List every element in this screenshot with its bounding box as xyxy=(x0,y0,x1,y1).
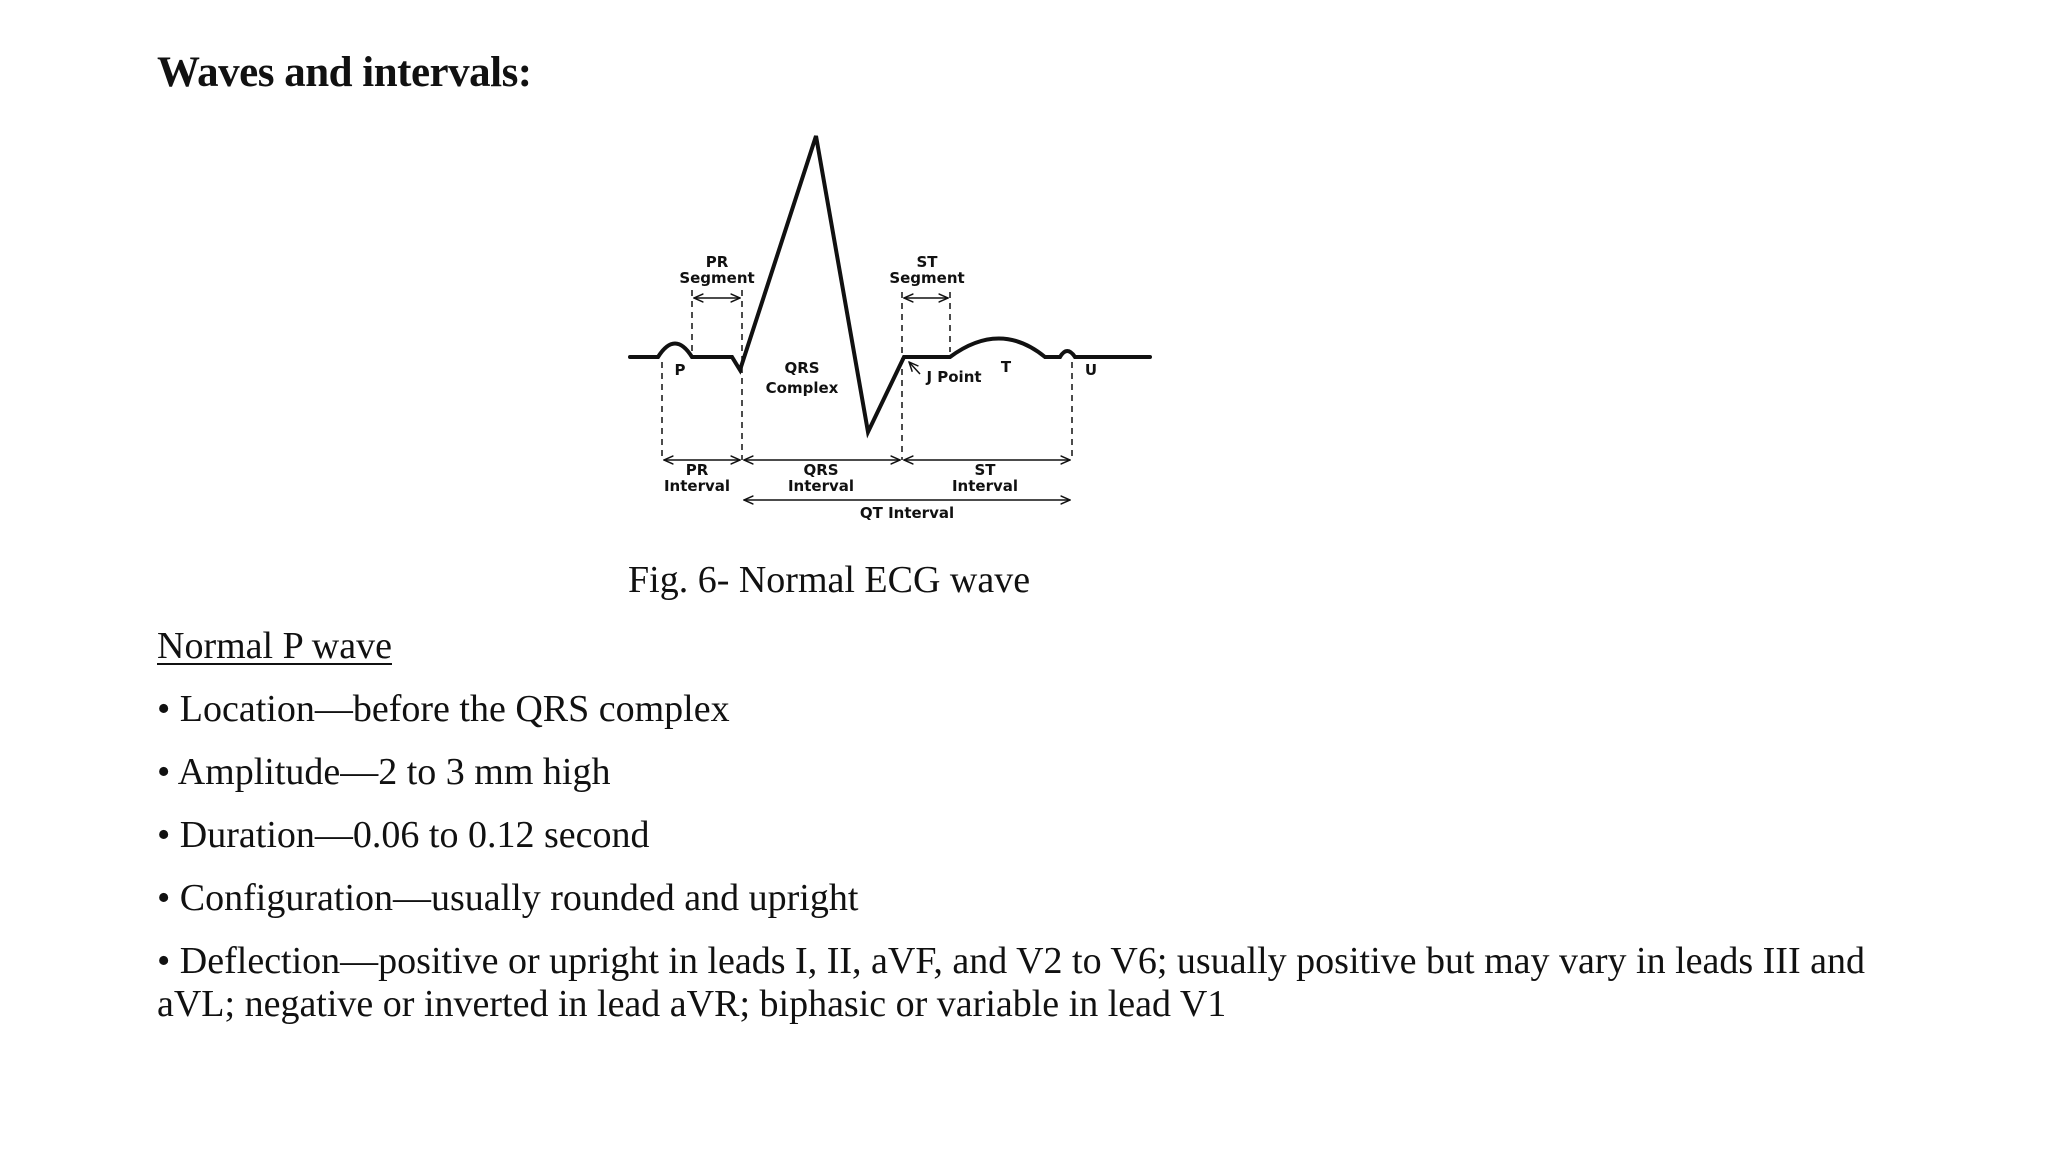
qrs-interval-label-1: QRS xyxy=(803,461,839,479)
qrs-complex-label-1: QRS xyxy=(784,359,820,377)
pr-interval-label-1: PR xyxy=(685,461,709,479)
bullet-item: • Duration—0.06 to 0.12 second xyxy=(157,814,650,856)
section-title: Normal P wave xyxy=(157,625,392,667)
p-wave-label: P xyxy=(674,361,686,379)
qt-interval-label: QT Interval xyxy=(859,504,955,522)
figure-caption: Fig. 6- Normal ECG wave xyxy=(628,559,1031,601)
pr-segment-label-1: PR xyxy=(705,253,729,271)
st-interval-label-1: ST xyxy=(974,461,996,479)
qrs-complex-label-2: Complex xyxy=(765,379,839,397)
bullet-item: • Amplitude—2 to 3 mm high xyxy=(157,751,611,793)
bullet-list xyxy=(157,688,1917,1046)
st-segment-label-1: ST xyxy=(916,253,938,271)
bullet-item: • Location—before the QRS complex xyxy=(157,688,730,730)
ecg-diagram xyxy=(620,130,1160,530)
bullet-item: • Deflection—positive or upright in leads I, II, aVF, and V2 to V6; usually positive but may vary in leads III and aVL; negative or inverted in lead aVR; biphasic or variable in lead V1 xyxy=(157,940,1865,1025)
bullet-item: • Configuration—usually rounded and upright xyxy=(157,877,859,919)
j-point-pointer xyxy=(909,362,920,374)
st-interval-label-2: Interval xyxy=(951,477,1019,495)
t-wave-label: T xyxy=(1000,358,1012,376)
j-point-label: J Point xyxy=(926,368,982,386)
ecg-figure xyxy=(620,130,1160,530)
qrs-interval-label-2: Interval xyxy=(787,477,855,495)
u-wave-label: U xyxy=(1084,361,1098,379)
st-segment-label-2: Segment xyxy=(889,269,965,287)
pr-segment-label-2: Segment xyxy=(679,269,755,287)
pr-interval-label-2: Interval xyxy=(663,477,731,495)
page-heading: Waves and intervals: xyxy=(157,49,532,96)
